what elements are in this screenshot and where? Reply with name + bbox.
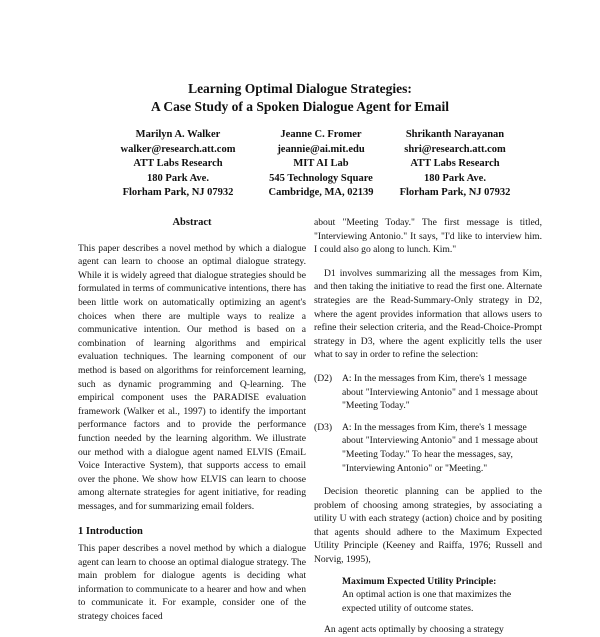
author-name: Shrikanth Narayanan [405, 129, 505, 140]
author-addr2: Cambridge, MA, 02139 [268, 187, 374, 198]
right-tail-text: An agent acts optimally by choosing a strategy [324, 624, 504, 636]
author-addr1: 180 Park Ave. [147, 172, 209, 184]
author-email: jeannie@ai.mit.edu [277, 143, 365, 155]
example-text: A: In the messages from Kim, there's 1 message about "Interviewing Antonio" and 1 message about "Meeting Today." To hear the messages, say, "Interviewing Antonio" or "Meeting." [342, 421, 538, 474]
principle-title: Maximum Expected Utility Principle: [342, 575, 497, 587]
author-addr1: 180 Park Ave. [424, 172, 486, 184]
author-addr2: Florham Park, NJ 07932 [122, 187, 234, 198]
author-1 [103, 128, 253, 201]
author-org: ATT Labs Research [133, 158, 223, 169]
section-1-heading: 1 Introduction [78, 526, 143, 538]
author-name: Marilyn A. Walker [135, 129, 221, 140]
author-org: ATT Labs Research [410, 158, 500, 169]
author-addr1: 545 Technology Square [269, 172, 373, 184]
author-3 [380, 128, 530, 201]
example-text: A: In the messages from Kim, there's 1 message about "Interviewing Antonio" and 1 message about "Meeting Today." [342, 372, 538, 412]
title-line-2: A Case Study of a Spoken Dialogue Agent for Email [151, 99, 449, 114]
author-2 [246, 128, 396, 201]
intro-paragraph: This paper describes a novel method by which a dialogue agent can learn to choose an optimal dialogue strategy. The main problem for dialogue agents is deciding what information to communicate to a hearer and how and when to communicate it. For example, consider one of the strategy choices faced [78, 543, 306, 623]
right-intro-paragraph: about "Meeting Today." The first message is titled, "Interviewing Antonio." It says, "I'd like to interview him. I could also go along to lunch. Kim." [314, 217, 542, 256]
left-column [78, 216, 306, 624]
example-d3 [314, 421, 542, 475]
abstract-text: This paper describes a novel method by which a dialogue agent can learn to choose an optimal dialogue strategy. While it is widely agreed that dialogue strategies should be formulated in terms of communicative intentions, there has been little work on automatically optimizing an agent's choices when there are multiple ways to realize a communicative intention. Our method is based on a combination of learning algorithms and empirical evaluation techniques. The learning component of our method is based on algorithms for reinforcement learning, such as dynamic programming and Q-learning. The empirical component uses the PARADISE evaluation framework (Walker et al., 1997) to identify the important performance factors and to provide the performance function needed by the learning algorithm. We illustrate our method with a dialogue agent named ELVIS (EmaiL Voice Interactive System), that supports access to email over the phone. We show how ELVIS can learn to choose among alternate strategies for agent initiative, for reading messages, and for summarizing email folders. [78, 242, 306, 512]
title-line-1: Learning Optimal Dialogue Strategies: [188, 81, 412, 96]
abstract-heading: Abstract [172, 217, 212, 228]
example-label: (D2) [314, 372, 333, 384]
author-email: shri@research.att.com [404, 143, 506, 155]
principle-text: An optimal action is one that maximizes the expected utility of outcome states. [342, 589, 512, 614]
author-email: walker@research.att.com [120, 143, 236, 155]
author-name: Jeanne C. Fromer [280, 129, 362, 140]
right-paragraph-2: D1 involves summarizing all the messages from Kim, and then taking the initiative to read the first one. Alternate strategies are the Read-Summary-Only strategy in D2, where the agent provides information that allows users to refine their selection criteria, and the Read-Choice-Prompt strategy in D3, where the agent explicitly tells the user what to say in order to refine the selection: [314, 267, 542, 361]
example-label: (D3) [314, 421, 333, 433]
example-d2 [314, 372, 542, 413]
right-paragraph-3: Decision theoretic planning can be applied to the problem of choosing among strategies, by associating a utility U with each strategy (action) choice and by positing that agents should adhere to the Maximum Expected Utility Principle (Keeney and Raiffa, 1976; Russell and Norvig, 1995), [314, 486, 542, 566]
author-addr2: Florham Park, NJ 07932 [399, 187, 511, 198]
right-column [314, 216, 542, 637]
author-org: MIT AI Lab [293, 158, 349, 169]
